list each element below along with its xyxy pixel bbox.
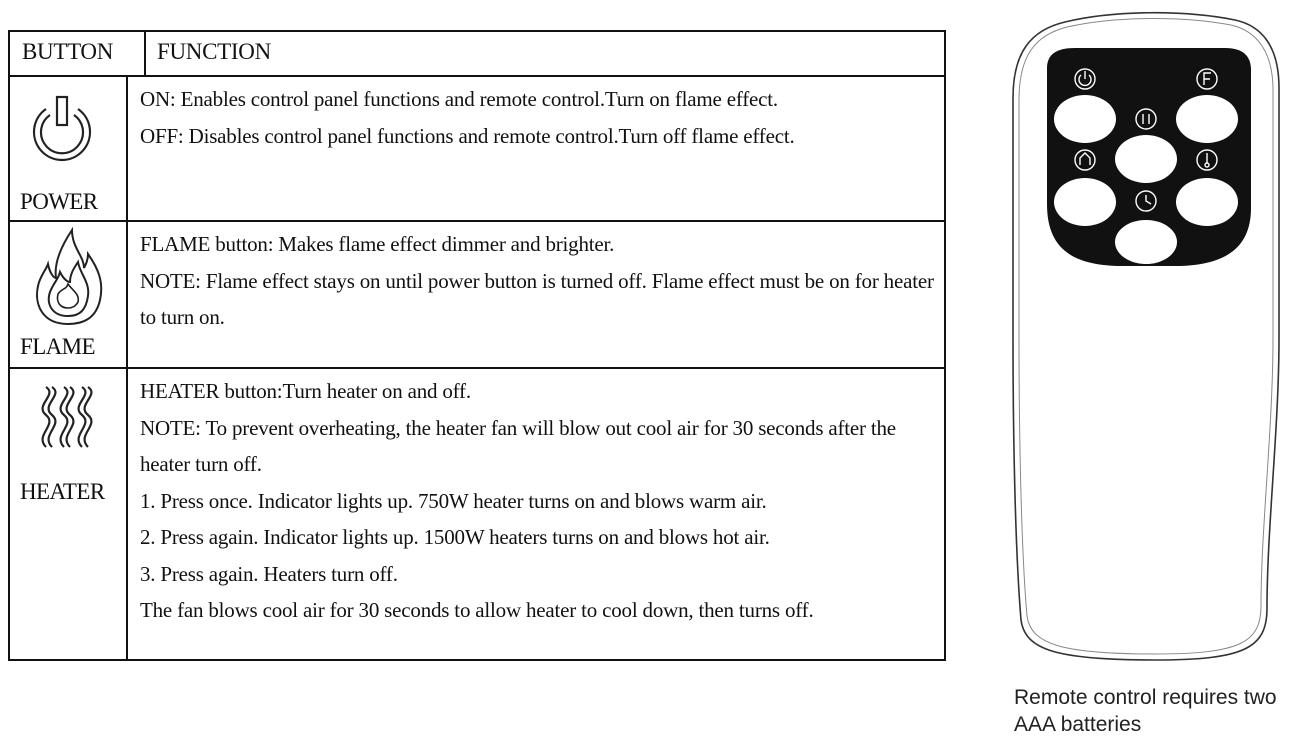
function-text [140, 81, 940, 154]
header-divider [144, 32, 146, 75]
remote-control-illustration [1005, 8, 1285, 673]
header-function: FUNCTION [157, 39, 271, 64]
header-button: BUTTON [22, 39, 114, 64]
table-row-flame [10, 222, 944, 367]
button-function-table [8, 30, 946, 661]
button-name: POWER [20, 189, 98, 214]
function-text [140, 226, 940, 336]
button-cell [10, 222, 126, 367]
function-line: The fan blows cool air for 30 seconds to allow heater to cool down, then turns off. [140, 598, 814, 622]
button-cell [10, 77, 126, 220]
function-line: HEATER button:Turn heater on and off. [140, 379, 471, 403]
table-row-power [10, 77, 944, 220]
button-cell [10, 369, 126, 659]
remote-caption: Remote control requires two AAA batteries [1014, 686, 1277, 736]
remote-timer-button [1115, 220, 1177, 264]
function-line: ON: Enables control panel functions and remote control.Turn on flame effect. [140, 87, 778, 111]
flame-icon [28, 224, 108, 328]
function-line: NOTE: Flame effect stays on until power button is turned off. Flame effect must be on for heater to turn on. [140, 268, 934, 329]
remote-pause-button [1115, 135, 1177, 183]
function-line: 3. Press again. Heaters turn off. [140, 561, 398, 586]
button-name: FLAME [20, 334, 95, 359]
function-line: 1. Press once. Indicator lights up. 750W heater turns on and blows warm air. [140, 488, 767, 513]
function-line: 2. Press again. Indicator lights up. 1500W heaters turns on and blows hot air. [140, 525, 770, 549]
remote-power-button [1054, 95, 1116, 143]
function-line: NOTE: To prevent overheating, the heater fan will blow out cool air for 30 seconds after the heater turn off. [140, 415, 896, 476]
table-row-heater [10, 369, 944, 659]
remote-home-button [1054, 178, 1116, 226]
function-text [140, 373, 940, 629]
heater-icon [32, 383, 104, 455]
table-header [10, 32, 944, 77]
remote-temp-button [1176, 178, 1238, 226]
power-icon [24, 93, 100, 169]
remote-flame-button [1176, 95, 1238, 143]
function-line: FLAME button: Makes flame effect dimmer and brighter. [140, 232, 615, 256]
function-line: OFF: Disables control panel functions and remote control.Turn off flame effect. [140, 123, 795, 148]
button-name: HEATER [20, 479, 105, 504]
